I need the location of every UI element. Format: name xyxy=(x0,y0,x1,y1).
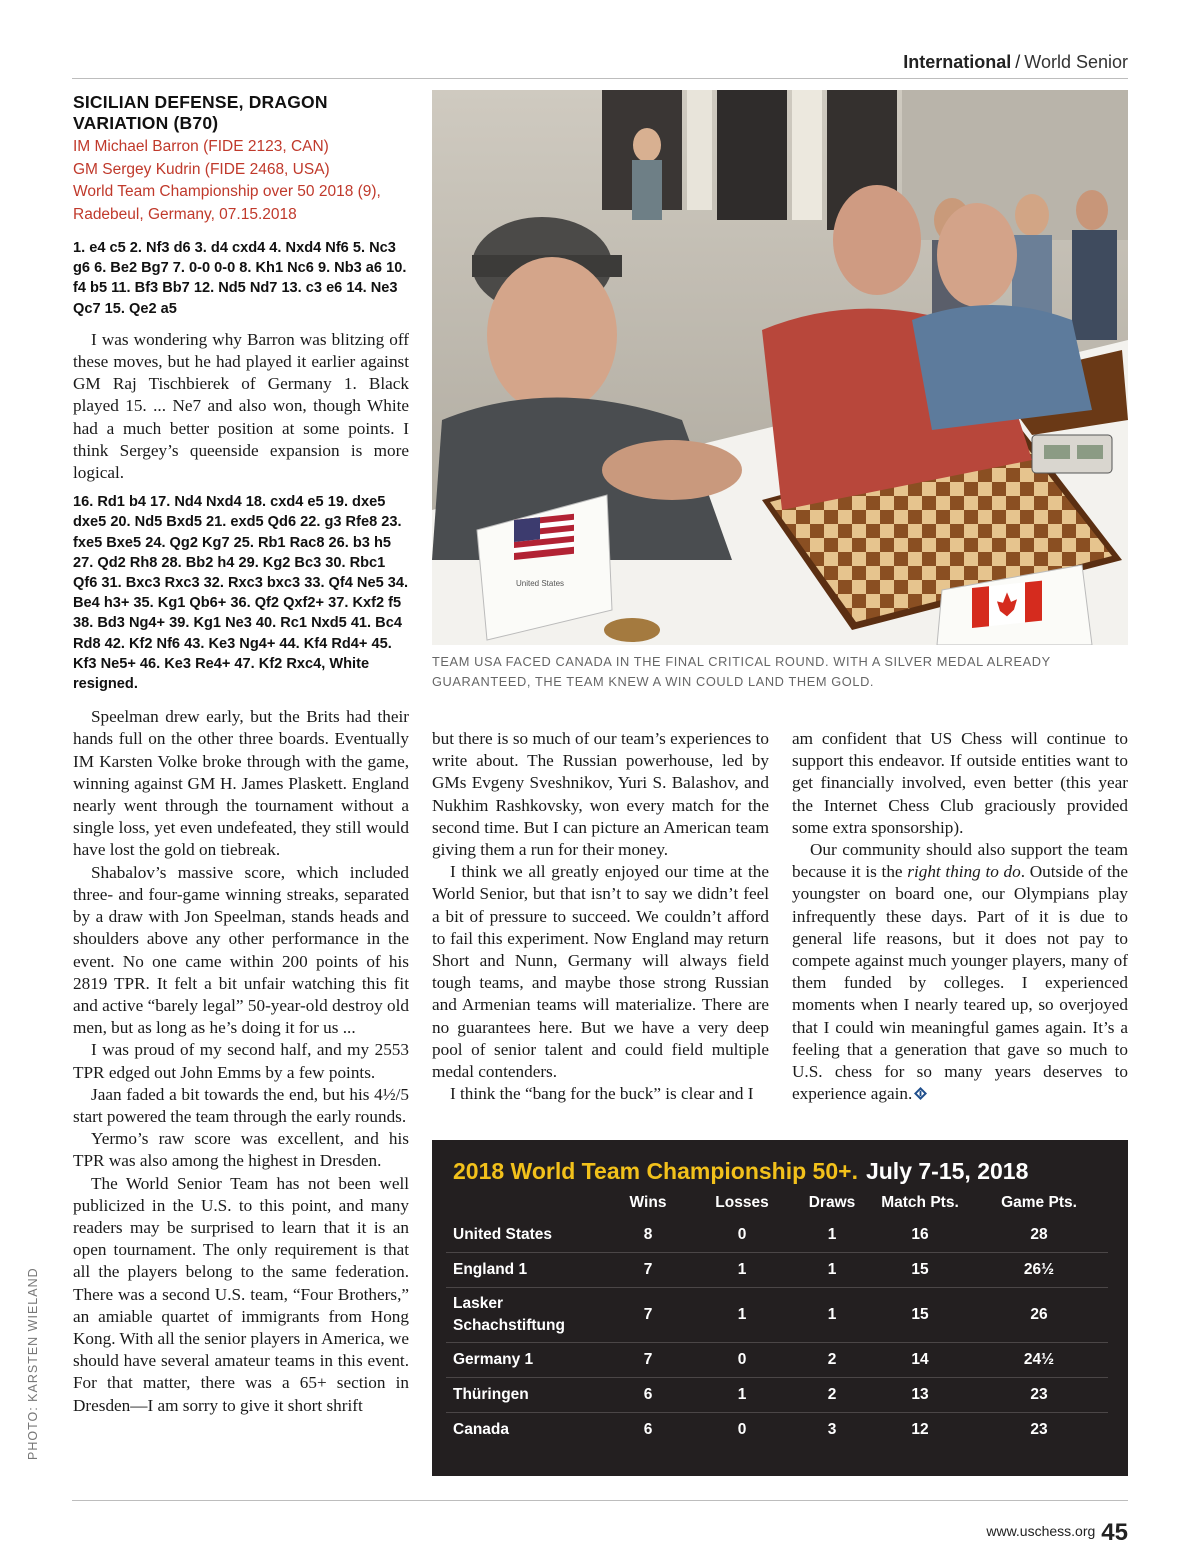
game-pts-cell: 26 xyxy=(970,1288,1108,1343)
paragraph: I think we all greatly enjoyed our time at the World Senior, but that isn’t to say we didn’t feel a bit of pressure to succeed. We couldn’t afford to fail this experiment. Now England may return Short and Nunn, Germany will always field tough teams, and maybe those strong Russian and Armenian teams will materialize. There are no guarantees here. But we have a very deep pool of senior talent and could field multiple medal contenders. xyxy=(432,862,769,1082)
team-cell: Thüringen xyxy=(446,1378,606,1413)
table-header-row xyxy=(446,1188,1108,1218)
page-footer xyxy=(986,1519,1128,1547)
draws-cell: 1 xyxy=(794,1253,870,1288)
game-header xyxy=(73,136,409,226)
emphasis: right thing to do xyxy=(907,862,1021,882)
wins-cell: 7 xyxy=(606,1343,690,1378)
wins-cell: 7 xyxy=(606,1253,690,1288)
table-row xyxy=(446,1288,1108,1343)
article-column-2 xyxy=(432,728,769,1105)
losses-cell: 1 xyxy=(690,1253,794,1288)
losses-cell: 0 xyxy=(690,1218,794,1253)
paragraph: am confident that US Chess will continue to support this endeavor. If outside entities want to get financially involved, even better (this year the Internet Chess Club graciously provided some extra sponsorship). xyxy=(792,729,1128,837)
wins-cell: 8 xyxy=(606,1218,690,1253)
paragraph: I think the “bang for the buck” is clear and I xyxy=(450,1084,754,1104)
game-moves-1: 1. e4 c5 2. Nf3 d6 3. d4 cxd4 4. Nxd4 Nf6 5. Nc3 g6 6. Be2 Bg7 7. 0-0 0-0 8. Kh1 Nc6 9. Nb3 a6 10. f4 b5 11. Bf3 Bb7 12. Nd5 Nd7 13. c3 e6 14. Ne3 Qc7 15. Qe2 a5 xyxy=(73,240,407,317)
annotation-paragraph: I was wondering why Barron was blitzing off these moves, but he had played it earlier against GM Raj Tischbierek of Germany 1. Black played 15. ... Ne7 and also won, though White had a much better position at some points. I think Sergey’s queenside expansion is more logical. xyxy=(73,329,409,483)
photo-credit: PHOTO: KARSTEN WIELAND xyxy=(26,1267,40,1460)
game-pts-cell: 24½ xyxy=(970,1343,1108,1378)
paragraph: I was proud of my second half, and my 2553 TPR edged out John Emms by a few points. xyxy=(73,1040,409,1082)
game-title: SICILIAN DEFENSE, DRAGON VARIATION (B70) xyxy=(73,92,328,133)
paragraph: The World Senior Team has not been well publicized in the U.S. to this point, and many readers may be surprised to learn that it is an open tournament. The only requirement is that all the players belong to the same federation. There was a second U.S. team, “Four Brothers,” an amiable quartet of immigrants from Hong Kong. With all the senior players in America, we should have several amateur teams in this event. For that matter, there was a 65+ section in Dresden—I am sorry to give it short shrift xyxy=(73,1173,409,1415)
standings-box xyxy=(432,1140,1128,1476)
header-cell xyxy=(446,1188,606,1218)
losses-cell: 1 xyxy=(690,1378,794,1413)
placard-text: United States xyxy=(516,579,565,588)
draws-cell: 3 xyxy=(827,1421,837,1438)
draws-cell: 2 xyxy=(794,1343,870,1378)
draws-cell: 2 xyxy=(794,1378,870,1413)
standings-title-dates: July 7-15, 2018 xyxy=(865,1158,1029,1184)
team-cell: United States xyxy=(446,1218,606,1253)
draws-cell: 1 xyxy=(794,1288,870,1343)
header-cell: Draws xyxy=(808,1194,856,1211)
standings-table xyxy=(446,1188,1108,1447)
paragraph: but there is so much of our team’s experiences to write about. The Russian powerhouse, led by GMs Evgeny Sveshnikov, Yuri S. Balashov, and Nukhim Rashkovsky, won every match for the second time. But I can picture an American team giving them a run for their money. xyxy=(432,729,769,860)
team-cell: England 1 xyxy=(446,1253,606,1288)
game-pts-cell: 28 xyxy=(970,1218,1108,1253)
match-pts-cell: 13 xyxy=(870,1378,970,1413)
losses-cell: 1 xyxy=(690,1288,794,1343)
table-row xyxy=(446,1253,1108,1288)
running-header xyxy=(903,52,1128,73)
team-cell: Canada xyxy=(453,1421,509,1438)
end-mark-icon xyxy=(914,1087,927,1100)
match-pts-cell: 14 xyxy=(870,1343,970,1378)
standings-title xyxy=(453,1158,1028,1185)
wins-cell: 6 xyxy=(606,1378,690,1413)
game-pts-cell: 26½ xyxy=(970,1253,1108,1288)
photo-illustration xyxy=(432,90,1128,645)
paragraph: Our community should also support the team because it is the right thing to do. Outside of the youngster on board one, our Olympians play infrequently these days. Part of it is due to general life reasons, but it does not pay to compete against much younger players, many of them funded by colleges. I experienced moments when I nearly teared up, so overjoyed that I could win meaningful games again. It’s a feeling that a generation that gave so much to U.S. chess for so many years deserves to experience again. xyxy=(792,840,1128,1104)
table-row xyxy=(446,1378,1108,1413)
losses-cell: 0 xyxy=(737,1421,747,1438)
losses-cell: 0 xyxy=(690,1343,794,1378)
match-pts-cell: 15 xyxy=(870,1288,970,1343)
black-player: GM Sergey Kudrin (FIDE 2468, USA) xyxy=(73,160,330,178)
photo-caption: TEAM USA FACED CANADA IN THE FINAL CRITICAL ROUND. WITH A SILVER MEDAL ALREADY GUARANTEED, THE TEAM KNEW A WIN COULD LAND THEM GOLD. xyxy=(432,654,1051,689)
match-pts-cell: 15 xyxy=(870,1253,970,1288)
header-cell: Wins xyxy=(629,1194,667,1211)
header-rule xyxy=(72,78,1128,79)
header-cell: Match Pts. xyxy=(881,1194,959,1211)
tournament-photo xyxy=(432,90,1128,645)
game-pts-cell: 23 xyxy=(1030,1421,1048,1438)
game-pts-cell: 23 xyxy=(970,1378,1108,1413)
wins-cell: 7 xyxy=(606,1288,690,1343)
table-row xyxy=(446,1413,1108,1448)
footer-url[interactable]: www.uschess.org xyxy=(986,1523,1096,1539)
game-moves-2: 16. Rd1 b4 17. Nd4 Nxd4 18. cxd4 e5 19. dxe5 dxe5 20. Nd5 Bxd5 21. exd5 Qd6 22. g3 Rfe8 23. fxe5 Bxe5 24. Qg2 Kg7 25. Rb1 Rac8 26. b3 h5 27. Qd2 Rh8 28. Bb2 h4 29. Kg2 Bc3 30. Rbc1 Qf6 31. Bxc3 Rxc3 32. Rxc3 bxc3 33. Qf4 Ne5 34. Be4 h3+ 35. Kg1 Qb6+ 36. Qf2 Qxf2+ 37. Kxf2 f5 38. Bd3 Ng4+ 39. Kg1 Ne3 40. Rc1 Nxd5 41. Bc4 Rd8 42. Kf2 Nf6 43. Ke3 Ng4+ 44. Kf4 Rd4+ 45. Kf3 Ne5+ 46. Ke3 Re4+ 47. Kf2 Rxc4, White resigned. xyxy=(73,494,409,693)
article-column-3 xyxy=(792,728,1128,1105)
match-pts-cell: 12 xyxy=(911,1421,929,1438)
article-column-1 xyxy=(73,706,409,1417)
header-cell: Losses xyxy=(715,1194,769,1211)
paragraph: Yermo’s raw score was excellent, and his TPR was also among the highest in Dresden. xyxy=(73,1129,409,1171)
game-annotation xyxy=(73,329,409,484)
standings-title-main: 2018 World Team Championship 50+. xyxy=(453,1158,858,1184)
wins-cell: 6 xyxy=(643,1421,653,1438)
team-cell: Lasker Schachstiftung xyxy=(446,1288,606,1343)
header-section: International xyxy=(903,52,1012,72)
page-number: 45 xyxy=(1101,1519,1128,1546)
table-row xyxy=(446,1218,1108,1253)
header-subsection: World Senior xyxy=(1024,52,1128,72)
game-event: World Team Championship over 50 2018 (9), Radebeul, Germany, 07.15.2018 xyxy=(73,183,381,223)
table-row xyxy=(446,1343,1108,1378)
match-pts-cell: 16 xyxy=(870,1218,970,1253)
left-column xyxy=(73,92,409,1417)
paragraph: Speelman drew early, but the Brits had their hands full on the other three boards. Eventually IM Karsten Volke broke through with the game, winning against GM H. James Plaskett. England nearly went through the tournament without a single loss, yet even undefeated, they still would have lost the gold on tiebreak. xyxy=(73,707,409,860)
header-cell: Game Pts. xyxy=(1001,1194,1077,1211)
paragraph: Shabalov’s massive score, which included three- and four-game winning streaks, separated by a draw with Jon Speelman, stands heads and shoulders above any other performance in the event. No one came within 200 points of his 2819 TPR. It felt a bit unfair watching this fit and active “barely legal” 50-year-old destroy old men, but as long as he’s doing it for us ... xyxy=(73,862,409,1038)
team-cell: Germany 1 xyxy=(446,1343,606,1378)
header-separator: / xyxy=(1015,52,1021,72)
paragraph: Jaan faded a bit towards the end, but his 4½/5 start powered the team through the early rounds. xyxy=(73,1084,409,1126)
draws-cell: 1 xyxy=(794,1218,870,1253)
white-player: IM Michael Barron (FIDE 2123, CAN) xyxy=(73,138,329,155)
footer-rule xyxy=(72,1500,1128,1501)
